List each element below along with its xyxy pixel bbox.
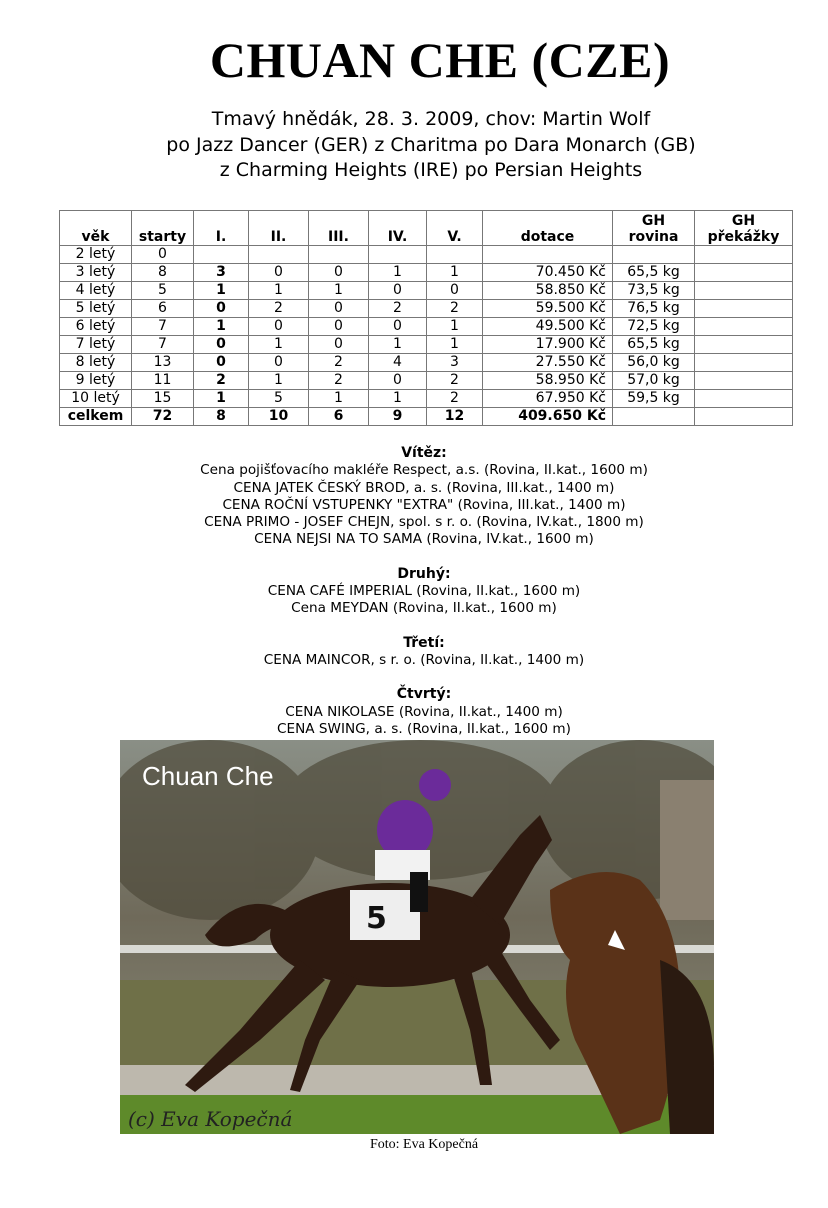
table-cell: 2 letý <box>60 246 132 264</box>
table-cell <box>194 246 249 264</box>
horse-photo <box>120 740 714 1134</box>
photo-watermark: (c) Eva Kopečná <box>128 1107 293 1131</box>
table-cell <box>695 282 793 300</box>
table-cell: 2 <box>194 372 249 390</box>
table-cell: 13 <box>132 354 194 372</box>
table-cell: 8 <box>132 264 194 282</box>
col-header-earnings: dotace <box>483 211 613 246</box>
table-row <box>60 264 793 282</box>
table-cell: 76,5 kg <box>613 300 695 318</box>
table-cell <box>427 246 483 264</box>
table-cell: 12 <box>427 408 483 426</box>
horse-description: Tmavý hnědák, 28. 3. 2009, chov: Martin Wolf <box>211 108 651 130</box>
table-cell: 8 letý <box>60 354 132 372</box>
second-heading: Druhý: <box>397 565 451 582</box>
table-cell <box>369 246 427 264</box>
table-cell: 0 <box>249 264 309 282</box>
table-cell: 1 <box>309 390 369 408</box>
col-header-gh-jumps: GH překážky <box>695 211 793 246</box>
table-cell: 72,5 kg <box>613 318 695 336</box>
saddle-number: 5 <box>366 901 387 936</box>
table-cell: 2 <box>309 372 369 390</box>
table-cell: 0 <box>369 318 427 336</box>
photo-name-overlay: Chuan Che <box>142 761 274 791</box>
table-row <box>60 336 793 354</box>
table-cell <box>695 264 793 282</box>
table-cell <box>695 318 793 336</box>
table-cell: 0 <box>427 282 483 300</box>
table-cell: 4 letý <box>60 282 132 300</box>
table-cell <box>613 246 695 264</box>
table-cell: 6 <box>132 300 194 318</box>
table-cell: 73,5 kg <box>613 282 695 300</box>
table-row <box>60 282 793 300</box>
col-header-third: III. <box>309 211 369 246</box>
table-cell: 8 <box>194 408 249 426</box>
table-cell: 0 <box>194 300 249 318</box>
table-cell: 15 <box>132 390 194 408</box>
table-cell <box>309 246 369 264</box>
race-result-item: Cena MEYDAN (Rovina, II.kat., 1600 m) <box>291 600 557 617</box>
photo-illustration <box>120 740 714 1134</box>
table-cell: 4 <box>369 354 427 372</box>
table-cell: 57,0 kg <box>613 372 695 390</box>
table-row <box>60 390 793 408</box>
table-cell <box>695 408 793 426</box>
table-cell: 58.850 Kč <box>483 282 613 300</box>
table-cell: 6 letý <box>60 318 132 336</box>
table-cell: 3 letý <box>60 264 132 282</box>
table-body <box>60 246 793 426</box>
table-row <box>60 372 793 390</box>
table-cell: 1 <box>427 336 483 354</box>
table-cell: 0 <box>369 372 427 390</box>
table-cell: 2 <box>309 354 369 372</box>
race-result-item: Cena pojišťovacího makléře Respect, a.s. (Rovina, II.kat., 1600 m) <box>200 462 648 479</box>
table-cell <box>695 246 793 264</box>
table-cell: 1 <box>194 318 249 336</box>
table-row <box>60 246 793 264</box>
table-cell: 49.500 Kč <box>483 318 613 336</box>
pedigree-line-2: z Charming Heights (IRE) po Persian Heights <box>219 159 643 181</box>
col-header-starts: starty <box>132 211 194 246</box>
table-cell <box>695 354 793 372</box>
results-section <box>0 445 828 738</box>
table-cell: 7 <box>132 336 194 354</box>
fourth-list <box>0 704 828 739</box>
table-row <box>60 354 793 372</box>
table-cell: 59.500 Kč <box>483 300 613 318</box>
table-cell: 27.550 Kč <box>483 354 613 372</box>
table-cell <box>695 372 793 390</box>
table-cell: 1 <box>309 282 369 300</box>
table-cell: 1 <box>427 318 483 336</box>
table-cell: 1 <box>249 282 309 300</box>
table-cell: 5 <box>132 282 194 300</box>
table-cell: 67.950 Kč <box>483 390 613 408</box>
horse-name-title: CHUAN CHE (CZE) <box>209 32 671 88</box>
table-cell: 0 <box>369 282 427 300</box>
table-cell: 1 <box>249 336 309 354</box>
third-heading: Třetí: <box>403 634 445 651</box>
second-list <box>0 583 828 618</box>
col-header-age: věk <box>60 211 132 246</box>
table-cell <box>483 246 613 264</box>
fourth-heading: Čtvrtý: <box>396 686 452 703</box>
table-cell: 56,0 kg <box>613 354 695 372</box>
table-cell: 5 <box>249 390 309 408</box>
table-cell: 2 <box>427 390 483 408</box>
race-result-item: CENA JATEK ČESKÝ BROD, a. s. (Rovina, III.kat., 1400 m) <box>233 479 615 496</box>
table-cell: 1 <box>249 372 309 390</box>
table-cell: 1 <box>369 390 427 408</box>
table-cell: 3 <box>427 354 483 372</box>
race-result-item: CENA CAFÉ IMPERIAL (Rovina, II.kat., 1600 m) <box>267 583 581 600</box>
race-result-item: CENA NEJSI NA TO SAMA (Rovina, IV.kat., 1600 m) <box>254 531 594 548</box>
table-cell: 10 letý <box>60 390 132 408</box>
table-cell: 0 <box>309 300 369 318</box>
col-header-gh-flat: GH rovina <box>613 211 695 246</box>
table-cell: 0 <box>249 318 309 336</box>
race-result-item: CENA ROČNÍ VSTUPENKY "EXTRA" (Rovina, III.kat., 1400 m) <box>222 496 626 513</box>
table-cell: 7 letý <box>60 336 132 354</box>
table-cell: 10 <box>249 408 309 426</box>
race-result-item: CENA PRIMO - JOSEF CHEJN, spol. s r. o. (Rovina, IV.kat., 1800 m) <box>204 514 644 531</box>
table-cell: 17.900 Kč <box>483 336 613 354</box>
table-cell: 2 <box>427 300 483 318</box>
table-cell: 0 <box>309 264 369 282</box>
table-cell: 0 <box>194 336 249 354</box>
table-cell: 0 <box>309 336 369 354</box>
table-cell: 2 <box>369 300 427 318</box>
race-result-item: CENA SWING, a. s. (Rovina, II.kat., 1600 m) <box>277 720 571 737</box>
table-cell <box>695 390 793 408</box>
table-cell: 9 letý <box>60 372 132 390</box>
race-result-item: CENA MAINCOR, s r. o. (Rovina, II.kat., 1400 m) <box>263 651 585 668</box>
col-header-fifth: V. <box>427 211 483 246</box>
winner-heading: Vítěz: <box>401 445 447 461</box>
table-cell: 58.950 Kč <box>483 372 613 390</box>
table-cell: 65,5 kg <box>613 336 695 354</box>
third-list <box>0 652 828 669</box>
table-cell: 0 <box>309 318 369 336</box>
photo-caption: Foto: Eva Kopečná <box>369 1137 479 1152</box>
table-cell: 0 <box>249 354 309 372</box>
table-cell: 70.450 Kč <box>483 264 613 282</box>
table-cell: celkem <box>60 408 132 426</box>
race-result-item: CENA NIKOLASE (Rovina, II.kat., 1400 m) <box>285 703 563 720</box>
winner-list <box>0 462 828 548</box>
table-row <box>60 318 793 336</box>
table-cell: 9 <box>369 408 427 426</box>
table-cell: 72 <box>132 408 194 426</box>
table-row <box>60 300 793 318</box>
table-cell: 7 <box>132 318 194 336</box>
table-header-row <box>60 211 793 246</box>
table-total-row <box>60 408 793 426</box>
table-cell: 2 <box>427 372 483 390</box>
table-cell: 0 <box>132 246 194 264</box>
table-cell: 2 <box>249 300 309 318</box>
col-header-second: II. <box>249 211 309 246</box>
table-cell: 5 letý <box>60 300 132 318</box>
table-cell: 0 <box>194 354 249 372</box>
col-header-first: I. <box>194 211 249 246</box>
table-cell: 1 <box>194 390 249 408</box>
table-cell: 59,5 kg <box>613 390 695 408</box>
table-cell: 1 <box>369 336 427 354</box>
table-cell: 1 <box>369 264 427 282</box>
pedigree-line-1: po Jazz Dancer (GER) z Charitma po Dara Monarch (GB) <box>166 134 696 156</box>
table-cell <box>695 336 793 354</box>
table-cell: 409.650 Kč <box>483 408 613 426</box>
table-cell: 1 <box>427 264 483 282</box>
col-header-fourth: IV. <box>369 211 427 246</box>
racing-stats-table <box>59 210 793 426</box>
table-cell: 3 <box>194 264 249 282</box>
table-cell <box>613 408 695 426</box>
table-cell <box>695 300 793 318</box>
table-cell: 1 <box>194 282 249 300</box>
table-cell <box>249 246 309 264</box>
table-cell: 6 <box>309 408 369 426</box>
table-cell: 11 <box>132 372 194 390</box>
table-cell: 65,5 kg <box>613 264 695 282</box>
background-building <box>660 780 714 920</box>
